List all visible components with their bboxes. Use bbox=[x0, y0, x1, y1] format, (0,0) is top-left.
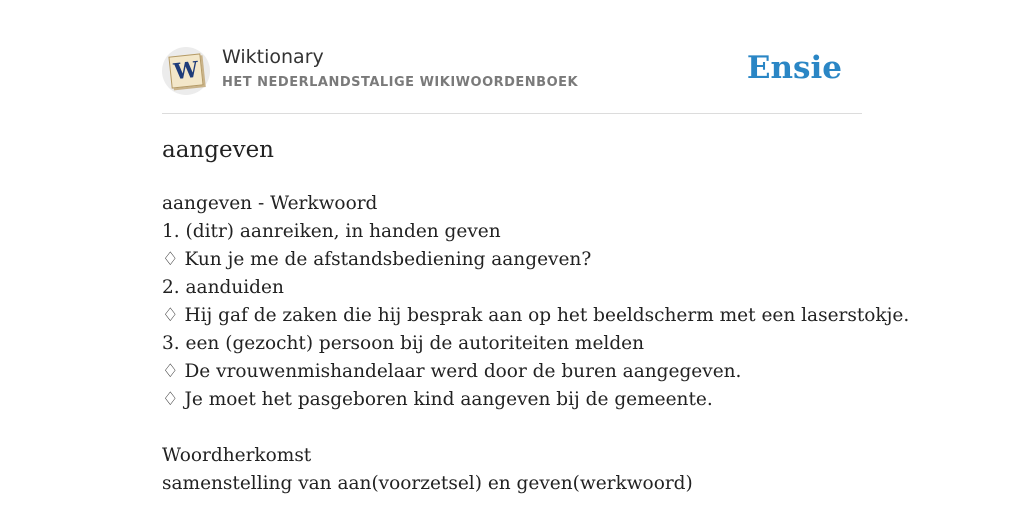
header bbox=[162, 0, 862, 114]
example-line: ♢ Je moet het pasgeboren kind aangeven bij de gemeente. bbox=[162, 389, 713, 410]
spacer-line bbox=[162, 414, 909, 442]
definition-line: 3. een (gezocht) persoon bij de autoriteiten melden bbox=[162, 333, 645, 354]
example-line: ♢ De vrouwenmishandelaar werd door de buren aangegeven. bbox=[162, 361, 742, 382]
page bbox=[162, 0, 910, 494]
definition-body bbox=[162, 190, 909, 498]
wiktionary-logo-icon bbox=[168, 53, 203, 88]
definition-line: aangeven - Werkwoord bbox=[162, 193, 378, 214]
site-subtitle: HET NEDERLANDSTALIGE WIKIWOORDENBOEK bbox=[222, 75, 579, 90]
etymology-heading: Woordherkomst bbox=[162, 445, 312, 466]
definition-line: 1. (ditr) aanreiken, in handen geven bbox=[162, 221, 501, 242]
ensie-logo-link[interactable]: Ensie bbox=[746, 50, 842, 86]
example-line: ♢ Kun je me de afstandsbediening aangeven? bbox=[162, 249, 592, 270]
definition-line: 2. aanduiden bbox=[162, 277, 284, 298]
site-name[interactable]: Wiktionary bbox=[222, 46, 324, 68]
example-line: ♢ Hij gaf de zaken die hij besprak aan op het beeldscherm met een laserstokje. bbox=[162, 305, 910, 326]
wiktionary-logo[interactable] bbox=[162, 47, 210, 95]
logo-letter: W bbox=[172, 56, 200, 86]
etymology-text: samenstelling van aan(voorzetsel) en geven(werkwoord) bbox=[162, 473, 693, 494]
page-title: aangeven bbox=[162, 137, 274, 163]
